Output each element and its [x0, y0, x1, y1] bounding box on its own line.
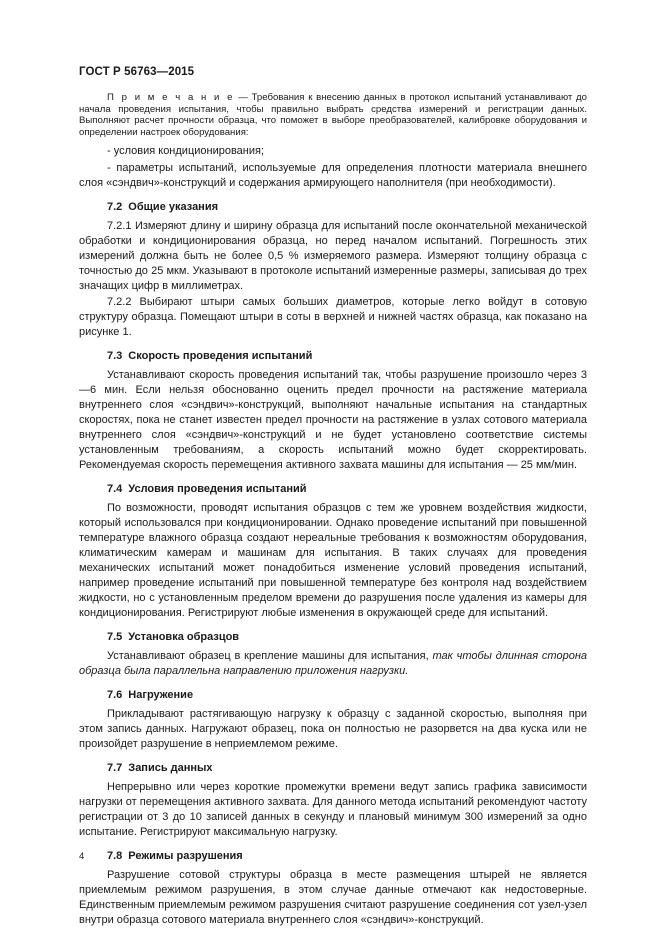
section-title: Скорость проведения испытаний [128, 350, 313, 362]
section-title: Запись данных [128, 762, 213, 774]
section-heading [79, 761, 587, 775]
section-number: 7.4 [107, 483, 123, 495]
section-number: 7.3 [107, 350, 123, 362]
paragraph-text: Устанавливают образец в крепление машины для испытания, [107, 650, 433, 662]
section-heading [79, 630, 587, 644]
page-number: 4 [79, 851, 85, 862]
section-number: 7.2 [107, 201, 123, 213]
section-heading [79, 482, 587, 496]
section-paragraph: 7.2.2 Выбирают штыри самых больших диаметров, которые легко войдут в сотовую структуру образца. Помещают штыри в соты в верхней и нижней частях образца, как показано на рисунке 1. [79, 296, 587, 338]
section-paragraph: По возможности, проводят испытания образцов с тем же уровнем воздействия жидкости, который использовался при кондиционировании. Однако проведение испытаний при повышенной температуре влажного образца создают нереальные требования к возможностям оборудования, климатическим камерам и машинам для испытания. В таких случаях для проведения механических испытаний может понадобиться изменение условий проведения испытаний, например проведение испытаний при повышенной температуре без контроля над воздействием жидкости, но с установленным пределом времени до разрушения после удаления из камеры для кондиционирования. Регистрируют любые изменения в окружающей среде для испытаний. [79, 502, 587, 619]
section-heading [79, 200, 587, 214]
section-heading [79, 688, 587, 702]
section-heading [79, 349, 587, 363]
section-paragraph: Прикладывают растягивающую нагрузку к образцу с заданной скоростью, выполняя при этом запись данных. Нагружают образец, пока он полностью не разорвется на два куска или не произойдет разрушение в неприемлемом режиме. [79, 708, 587, 750]
section-title: Нагружение [128, 689, 194, 701]
document-header: ГОСТ Р 56763—2015 [79, 66, 195, 78]
note-label: П р и м е ч а н и е [107, 92, 235, 103]
section-title: Общие указания [128, 201, 219, 213]
section-paragraph [79, 649, 587, 679]
section-number: 7.8 [107, 850, 123, 862]
list-item: - условия кондиционирования; [107, 145, 265, 157]
note-paragraph [79, 92, 587, 138]
section-heading [79, 849, 587, 863]
page-content [79, 92, 587, 928]
note-text: — Требования к внесению данных в протокол испытаний устанавливают до начала проведения испытания, чтобы правильно выбрать средства измерений и регистрации данных. Выполняют расчет прочности образца, что поможет в выборе преобразователей, калибровке оборудования и определении настроек оборудования: [79, 92, 587, 138]
section-paragraph: Разрушение сотовой структуры образца в месте размещения штырей не является приемлемым режимом разрушения, в этом случае данные отмечают как недостоверные. Единственным приемлемым режимом разрушения считают разрушение соединения сот узел-узел внутри образца сотового материала внутреннего слоя «сэндвич»-конструкций. [79, 869, 587, 926]
list-item: - параметры испытаний, используемые для определения плотности материала внешнего слоя «сэндвич»-конструкций и содержания армирующего наполнителя (при необходимости). [79, 162, 587, 189]
section-number: 7.5 [107, 631, 123, 643]
section-title: Установка образцов [128, 631, 240, 643]
section-number: 7.7 [107, 762, 123, 774]
section-paragraph: 7.2.1 Измеряют длину и ширину образца для испытаний после окончательной механической обработки и кондиционирования образца, но перед началом испытаний. Погрешность этих измерений должна быть не более 0,5 % измеряемого размера. Измеряют толщину образца с точностью до 25 мкм. Указывают в протоколе испытаний измеренные размеры, записывая до трех значащих цифр в миллиметрах. [79, 220, 587, 292]
section-number: 7.6 [107, 689, 123, 701]
section-paragraph: Непрерывно или через короткие промежутки времени ведут запись графика зависимости нагрузки от перемещения активного захвата. Для данного метода испытаний рекомендуют частоту регистрации от 3 до 10 записей данных в секунду и плановый минимум 300 измерений за одно испытание. Регистрируют максимальную нагрузку. [79, 781, 587, 838]
paragraph-italic-text: так чтобы длинная сторона образца была параллельна направлению приложения нагрузки. [79, 650, 587, 677]
section-title: Условия проведения испытаний [128, 483, 307, 495]
section-paragraph: Устанавливают скорость проведения испытаний так, чтобы разрушение произошло через 3—6 мин. Если нельзя обоснованно оценить предел прочности на растяжение материала внутреннего слоя «сэндвич»-конструкций, выполняют начальные испытания на стандартных скоростях, пока не станет известен предел прочности на растяжение в узлах сотового материала внутреннего слоя «сэндвич»-конструкций и не будет установлено соответствие системы установленным требованиям, а скорость испытаний можно будет скорректировать. Рекомендуемая скорость перемещения активного захвата машины для испытания — 25 мм/мин. [79, 369, 587, 471]
section-title: Режимы разрушения [128, 850, 243, 862]
